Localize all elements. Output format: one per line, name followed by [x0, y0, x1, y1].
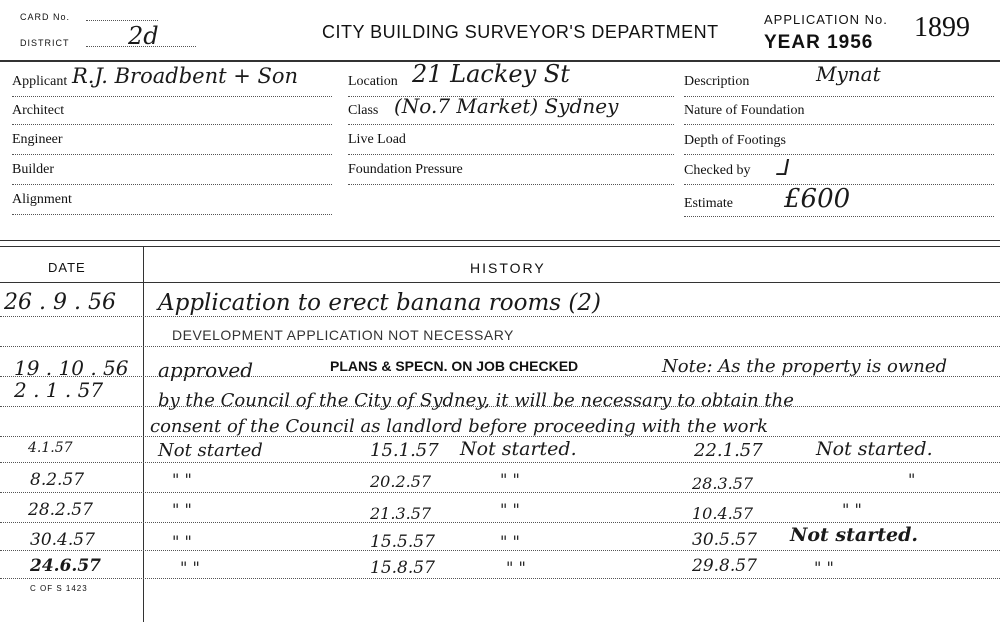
- rule-3: [0, 376, 1000, 377]
- row4-status-2: Not started.: [460, 438, 577, 460]
- description-line: [684, 96, 994, 97]
- alignment-line: [12, 214, 332, 215]
- row8-ditto-1: " ": [180, 558, 200, 577]
- rule-4: [0, 406, 1000, 407]
- row7-date-2: 15.5.57: [370, 532, 435, 552]
- row6-date-2: 21.3.57: [370, 504, 432, 523]
- district-label: DISTRICT: [20, 38, 70, 48]
- row6-ditto-3: " ": [842, 500, 862, 519]
- row8-ditto-2: " ": [506, 558, 526, 577]
- location-value: 21 Lackey St: [412, 60, 570, 88]
- class-label: Class: [348, 103, 379, 118]
- builder-label: Builder: [12, 162, 54, 177]
- date-8: 24.6.57: [30, 556, 101, 576]
- depth-line: [684, 154, 994, 155]
- engineer-label: Engineer: [12, 132, 63, 147]
- row8-ditto-3: " ": [814, 558, 834, 577]
- application-label: APPLICATION No.: [764, 12, 888, 27]
- history-line-3: by the Council of the City of Sydney, it will be necessary to obtain the: [158, 390, 794, 411]
- date-3: 2 . 1 . 57: [14, 378, 104, 402]
- date-6: 28.2.57: [28, 500, 93, 520]
- rule-9: [0, 550, 1000, 551]
- depth-of-footings-label: Depth of Footings: [684, 133, 786, 148]
- row6-ditto-1: " ": [172, 500, 192, 519]
- row4-date-2: 15.1.57: [370, 440, 439, 461]
- row5-ditto-2: " ": [500, 470, 520, 489]
- header-divider: [0, 282, 1000, 283]
- estimate-label: Estimate: [684, 196, 733, 211]
- row6-ditto-2: " ": [500, 500, 520, 519]
- card-no-label: CARD No.: [20, 12, 71, 22]
- estimate-line: [684, 216, 994, 217]
- live-load-line: [348, 154, 674, 155]
- description-label: Description: [684, 74, 750, 89]
- row5-date-3: 28.3.57: [692, 474, 754, 493]
- department-title: CITY BUILDING SURVEYOR'S DEPARTMENT: [322, 22, 719, 42]
- checked-by-label: Checked by: [684, 163, 751, 178]
- live-load-label: Live Load: [348, 132, 406, 147]
- checked-by-mark: ⅃: [776, 156, 789, 181]
- row7-ditto-1: " ": [172, 532, 192, 551]
- history-note: Note: As the property is owned: [662, 356, 948, 377]
- alignment-label: Alignment: [12, 192, 72, 207]
- application-number: 1899: [914, 12, 970, 43]
- rule-5: [0, 436, 1000, 437]
- applicant-value: R.J. Broadbent + Son: [72, 64, 299, 88]
- row4-date-3: 22.1.57: [694, 440, 763, 461]
- row4-status-1: Not started: [158, 440, 263, 461]
- date-2: 19 . 10 . 56: [14, 356, 129, 380]
- date-1: 26 . 9 . 56: [4, 290, 116, 315]
- row5-date-2: 20.2.57: [370, 472, 432, 491]
- date-7: 30.4.57: [30, 530, 95, 550]
- class-value: (No.7 Market) Sydney: [394, 94, 619, 118]
- rule-8: [0, 522, 1000, 523]
- form-number: C OF S 1423: [30, 584, 88, 593]
- district-value: 2d: [128, 22, 159, 50]
- rule-10: [0, 578, 1000, 579]
- card-no-line: [86, 20, 158, 21]
- date-4: 4.1.57: [28, 440, 73, 456]
- row6-date-3: 10.4.57: [692, 504, 754, 523]
- rule-6: [0, 462, 1000, 463]
- history-1: Application to erect banana rooms (2): [158, 290, 601, 316]
- date-header: DATE: [48, 260, 86, 275]
- engineer-line: [12, 154, 332, 155]
- date-5: 8.2.57: [30, 470, 85, 490]
- architect-label: Architect: [12, 103, 65, 118]
- application-year: YEAR 1956: [764, 32, 874, 53]
- builder-line: [12, 184, 332, 185]
- architect-line: [12, 124, 332, 125]
- location-label: Location: [348, 74, 398, 89]
- table-top-rule-2: [0, 246, 1000, 247]
- rule-2: [0, 346, 1000, 347]
- foundation-pressure-label: Foundation Pressure: [348, 162, 463, 177]
- foundation-pressure-line: [348, 184, 674, 185]
- history-header: HISTORY: [470, 260, 546, 276]
- row4-status-3: Not started.: [816, 438, 933, 460]
- table-top-rule: [0, 240, 1000, 241]
- description-value: Mynat: [816, 62, 881, 86]
- row8-date-2: 15.8.57: [370, 558, 435, 578]
- stamp-development: DEVELOPMENT APPLICATION NOT NECESSARY: [172, 327, 514, 343]
- rule-1: [0, 316, 1000, 317]
- row8-date-3: 29.8.57: [692, 556, 757, 576]
- history-line-4: consent of the Council as landlord before proceeding with the work: [150, 416, 769, 437]
- row5-ditto-1: " ": [172, 470, 192, 489]
- rule-7: [0, 492, 1000, 493]
- nature-line: [684, 124, 994, 125]
- row5-ditto-3: ": [908, 470, 916, 489]
- estimate-value: £600: [784, 184, 851, 214]
- applicant-label: Applicant: [12, 74, 68, 89]
- row7-status-3: Not started.: [790, 524, 918, 546]
- class-line: [348, 124, 674, 125]
- row7-ditto-2: " ": [500, 532, 520, 551]
- history-approved: approved: [158, 358, 254, 382]
- stamp-plans-checked: PLANS & SPECN. ON JOB CHECKED: [330, 358, 579, 374]
- nature-of-foundation-label: Nature of Foundation: [684, 103, 805, 118]
- date-column-divider: [143, 246, 144, 622]
- row7-date-3: 30.5.57: [692, 530, 757, 550]
- applicant-line: [12, 96, 332, 97]
